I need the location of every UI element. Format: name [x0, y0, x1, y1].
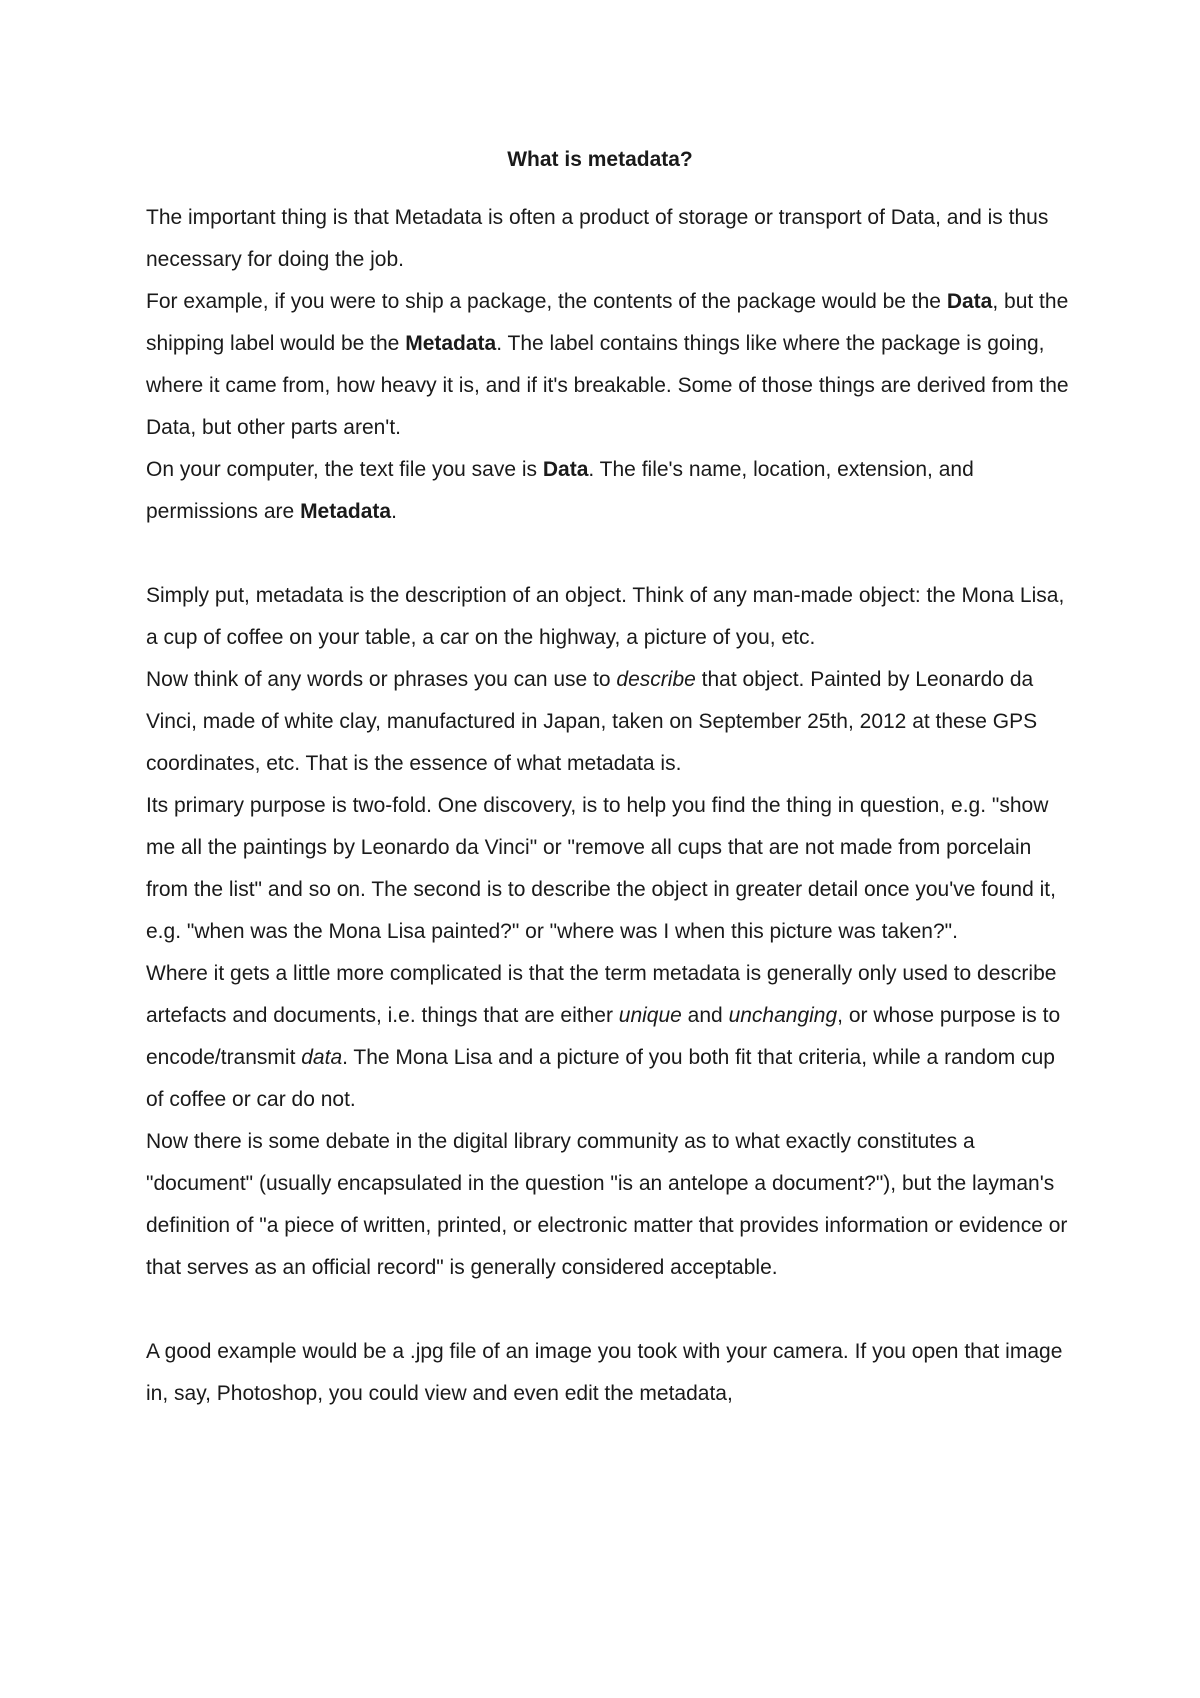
paragraph-text: .: [391, 500, 397, 523]
italic-term: data: [301, 1046, 343, 1069]
paragraph: [146, 575, 1071, 659]
paragraph-text: Simply put, metadata is the description of an object. Think of any man-made object: the Mona Lisa, a cup of coffee on your table, a car on the highway, a picture of you, etc.: [146, 584, 1071, 649]
paragraph-text: On your computer, the text file you save is: [146, 458, 543, 481]
bold-term: Data: [946, 290, 993, 313]
blank-line: [146, 1289, 1071, 1331]
bold-term: Metadata: [405, 332, 497, 355]
paragraph-text: , but the shipping label would be the: [146, 290, 1075, 355]
paragraph-text: . The file's name, location, extension, and permissions are: [146, 458, 980, 523]
italic-term: unique: [618, 1004, 682, 1027]
italic-term: unchanging: [728, 1004, 838, 1027]
paragraph: [146, 1121, 1074, 1289]
paragraph-text: and: [681, 1004, 729, 1027]
paragraph-text: The important thing is that Metadata is often a product of storage or transport of Data, and is thus necessary for doing the job.: [146, 206, 1055, 271]
paragraph-text: . The Mona Lisa and a picture of you both fit that criteria, while a random cup of coffee or car do not.: [146, 1046, 1061, 1111]
paragraph: [146, 449, 1071, 533]
paragraph-text: Where it gets a little more complicated is that the term metadata is generally only used to describe artefacts and documents, i.e. things that are either: [146, 962, 1063, 1027]
paragraph-text: A good example would be a .jpg file of an image you took with your camera. If you open that image in, say, Photoshop, you could view and even edit the metadata,: [146, 1340, 1069, 1405]
paragraph-text: For example, if you were to ship a package, the contents of the package would be the: [146, 290, 947, 313]
paragraph-text: . The label contains things like where the package is going, where it came from, how heavy it is, and if it's breakable. Some of those things are derived from the Data, but other parts aren't.: [146, 332, 1075, 439]
paragraph-text: , or whose purpose is to encode/transmit: [146, 1004, 1066, 1069]
paragraph-text: that object. Painted by Leonardo da Vinci, made of white clay, manufactured in Japan, taken on September 25th, 2012 at these GPS coordinates, etc. That is the essence of what metadata is.: [146, 668, 1043, 775]
paragraph-text: Its primary purpose is two-fold. One discovery, is to help you find the thing in question, e.g. "show me all the paintings by Leonardo da Vinci" or "remove all cups that are not made from porcelain from the list" and so on. The second is to describe the object in greater detail once you've found it, e.g. "when was the Mona Lisa painted?" or "where was I when this picture was taken?".: [146, 794, 1062, 943]
paragraph: [146, 659, 1071, 785]
paragraph-text: Now think of any words or phrases you can use to: [146, 668, 617, 691]
paragraph: [146, 1331, 1071, 1415]
italic-term: describe: [616, 668, 696, 691]
document-title: What is metadata?: [507, 148, 693, 171]
bold-term: Metadata: [300, 500, 392, 523]
paragraph: [146, 953, 1071, 1121]
bold-term: Data: [542, 458, 589, 481]
document-body: [146, 197, 1075, 1415]
paragraph: [146, 281, 1075, 449]
blank-line: [146, 533, 1071, 575]
paragraph-text: Now there is some debate in the digital library community as to what exactly constitutes a "document" (usually encapsulated in the question "is an antelope a document?"), but the layman's definition of "a piece of written, printed, or electronic matter that provides information or evidence or that serves as an official record" is generally considered acceptable.: [146, 1130, 1074, 1279]
paragraph: [146, 197, 1071, 281]
paragraph: [146, 785, 1071, 953]
